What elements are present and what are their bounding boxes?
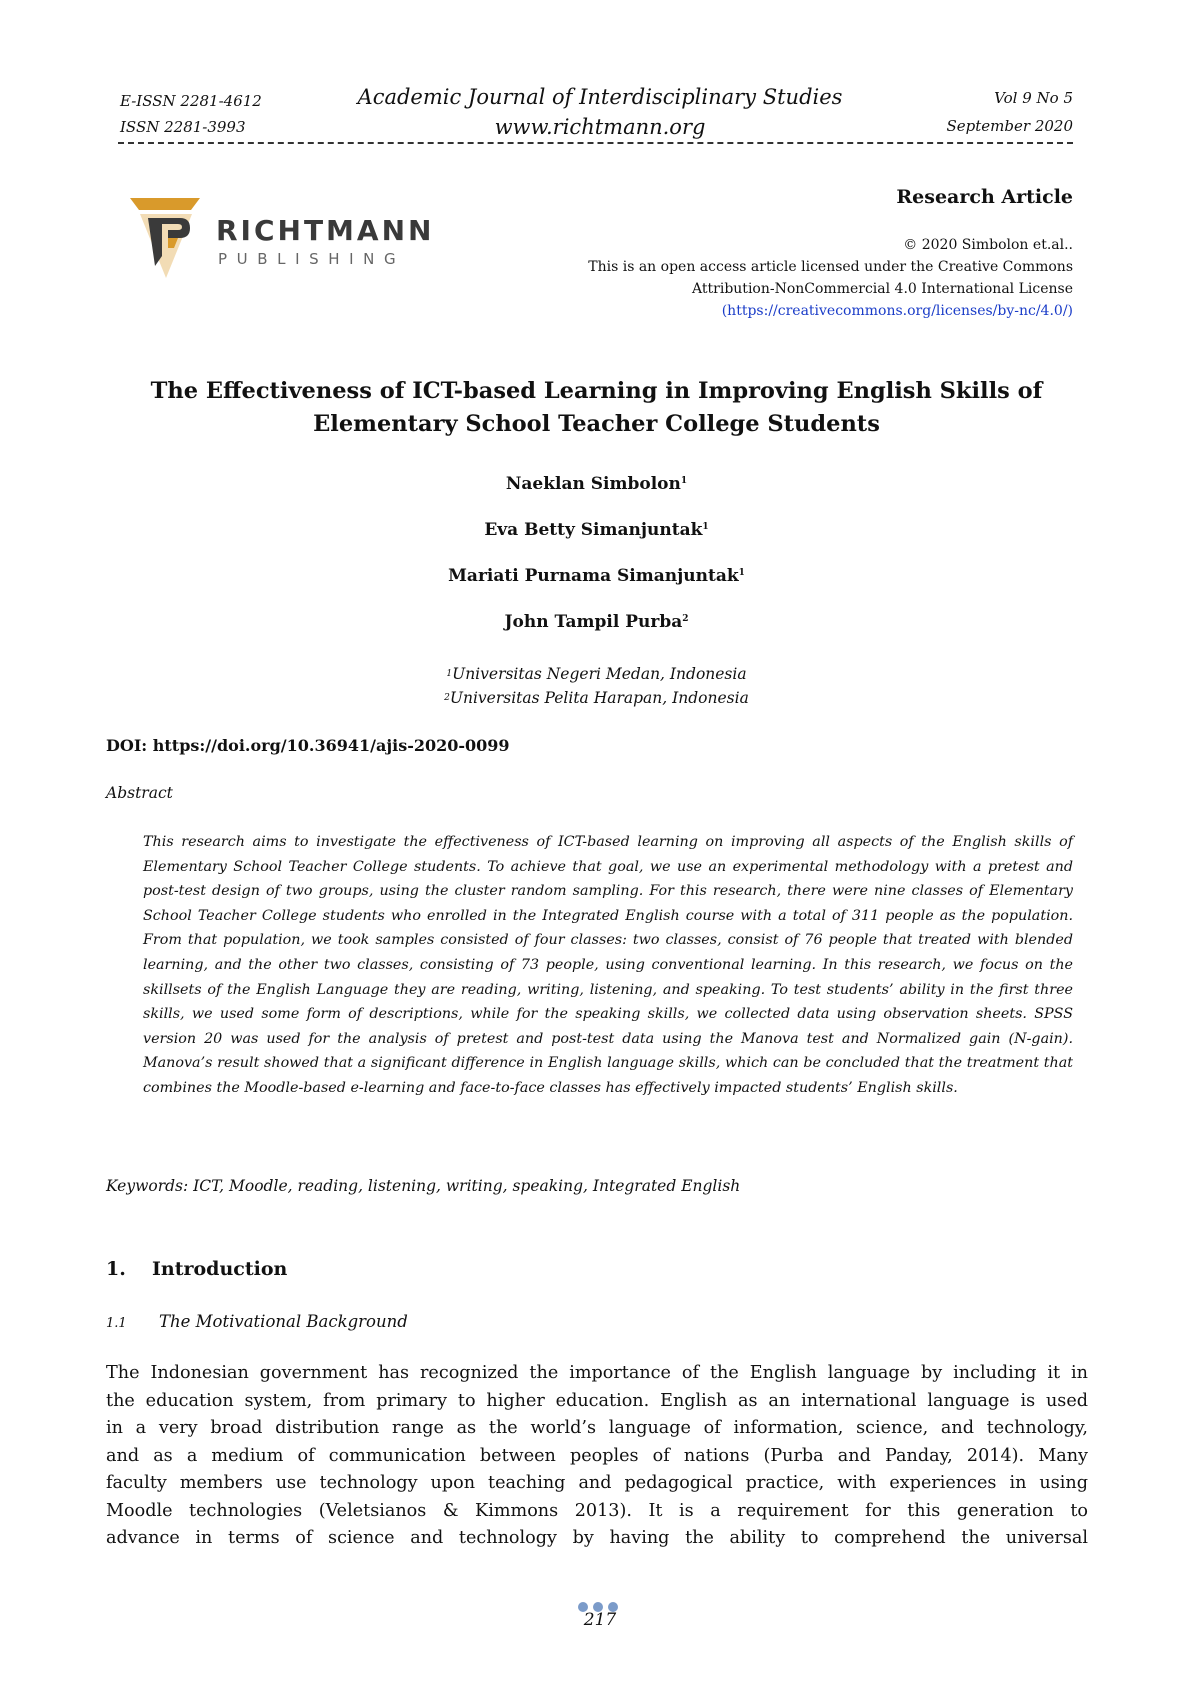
journal-website[interactable]: www.richtmann.org: [494, 115, 706, 139]
abstract-text: This research aims to investigate the effectiveness of ICT-based learning on improving all aspects of the English skills of Elementary School Teacher College students. To achieve that goal, we use an experimental methodology with a pretest and post-test design of two groups, using the cluster random sampling. For this research, there were nine classes of Elementary School Teacher College students who enrolled in the Integrated English course with a total of 311 people as the population. From that population, we took samples consisted of four classes: two classes, consist of 76 people that treated with blended learning, and the other two classes, consisting of 73 people, using conventional learning. In this research, we focus on the skillsets of the English Language they are reading, writing, listening, and speaking. To test students’ ability in the first three skills, we used some form of descriptions, while for the speaking skills, we collected data using observation sheets. SPSS version 20 was used for the analysis of pretest and post-test data using the Manova test and Normalized gain (N-gain). Manova’s result showed that a significant difference in English language skills, which can be concluded that the treatment that combines the Moodle-based e-learning and face-to-face classes has effectively impacted students’ English skills.: [143, 834, 1073, 1096]
author-name: John Tampil Purba: [504, 612, 683, 632]
author: [120, 608, 1073, 654]
affiliation-number: 1: [446, 669, 453, 679]
author: [120, 516, 1073, 562]
title-line-2: Elementary School Teacher College Students: [313, 411, 880, 437]
author-name: Eva Betty Simanjuntak: [484, 520, 703, 540]
volume: Vol 9 No 5: [994, 89, 1073, 107]
body-line: in a very broad distribution range as the world’s language of information, science, and technology,: [106, 1418, 1088, 1438]
affiliation-number: 2: [444, 693, 450, 703]
header-divider: [118, 142, 1073, 144]
body-line: faculty members use technology upon teaching and pedagogical practice, with experiences in using: [106, 1473, 1088, 1493]
author-affiliation-mark: 1: [738, 568, 745, 578]
affiliation: [120, 662, 1073, 686]
logo-subtitle: PUBLISHING: [218, 250, 406, 268]
affiliation-text: Universitas Pelita Harapan, Indonesia: [449, 689, 749, 707]
author-name: Mariati Purnama Simanjuntak: [448, 566, 739, 586]
subsection-title: The Motivational Background: [159, 1312, 408, 1331]
header-volume-block: [947, 84, 1073, 140]
body-line: The Indonesian government has recognized the importance of the English language by including it in: [106, 1363, 1088, 1383]
body-line: and as a medium of communication between peoples of nations (Purba and Panday, 2014). Many: [106, 1445, 1088, 1466]
license-block: [513, 234, 1073, 322]
subsection-number: 1.1: [106, 1316, 127, 1331]
affiliation-text: Universitas Negeri Medan, Indonesia: [452, 665, 747, 683]
journal-name: Academic Journal of Interdisciplinary Studies: [357, 85, 843, 109]
keywords-line: Keywords: ICT, Moodle, reading, listening, writing, speaking, Integrated English: [106, 1177, 741, 1195]
author-affiliation-mark: 1: [680, 476, 688, 486]
section-number: 1.: [106, 1258, 126, 1280]
author-affiliation-mark: 1: [702, 522, 709, 532]
affiliation: [120, 686, 1073, 710]
header-issn-block: [120, 88, 262, 140]
body-line: Moodle technologies (Veletsianos & Kimmons 2013). It is a requirement for this generation to: [106, 1500, 1088, 1521]
issn: ISSN 2281-3993: [120, 118, 246, 136]
abstract-heading: Abstract: [106, 784, 173, 802]
paper-title: [120, 375, 1073, 441]
body-line: the education system, from primary to higher education. English as an international language is used: [106, 1390, 1088, 1411]
body-paragraph: [106, 1360, 1088, 1553]
author: [120, 470, 1073, 516]
header-journal-block: [300, 82, 900, 142]
logo-wordmark: RICHTMANN: [216, 214, 435, 247]
subsection-heading: [106, 1312, 408, 1331]
copyright-line: © 2020 Simbolon et.al..: [903, 237, 1073, 253]
license-line-1: This is an open access article licensed under the Creative Commons: [588, 259, 1073, 275]
author-affiliation-mark: 2: [682, 614, 689, 624]
author: [120, 562, 1073, 608]
doi-line[interactable]: DOI: https://doi.org/10.36941/ajis-2020-0099: [106, 736, 510, 755]
title-line-1: The Effectiveness of ICT-based Learning in Improving English Skills of: [150, 378, 1043, 404]
page-number: 217: [583, 1610, 617, 1630]
body-line: advance in terms of science and technology by having the ability to comprehend the universal: [106, 1528, 1088, 1548]
section-title: Introduction: [152, 1258, 288, 1280]
richtmann-logo-icon: [128, 196, 206, 282]
license-line-2: Attribution-NonCommercial 4.0 International License: [692, 281, 1073, 297]
article-type: Research Article: [896, 186, 1073, 208]
publisher-logo: [128, 196, 435, 286]
issue-date: September 2020: [946, 117, 1073, 135]
eissn: E-ISSN 2281-4612: [120, 92, 262, 110]
author-name: Naeklan Simbolon: [505, 474, 681, 494]
license-link[interactable]: (https://creativecommons.org/licenses/by-nc/4.0/): [721, 303, 1073, 319]
author-list: [120, 470, 1073, 654]
section-heading: [106, 1258, 287, 1280]
affiliation-list: [120, 662, 1073, 710]
